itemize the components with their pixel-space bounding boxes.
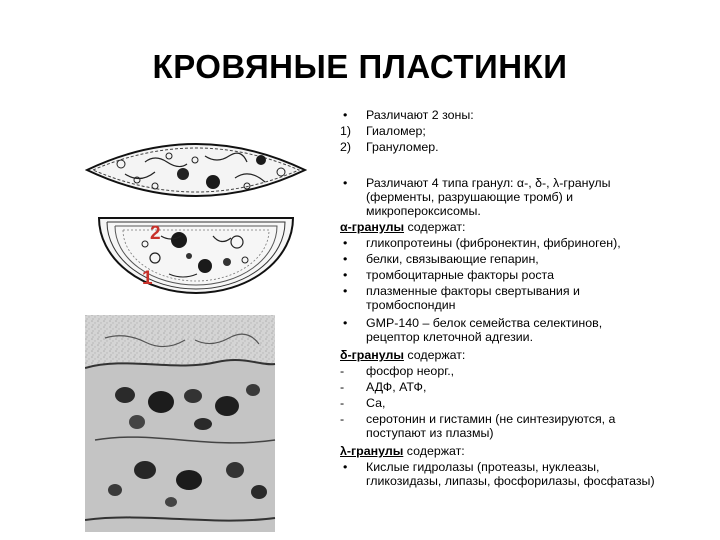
zone-label-granulomer: 2 [150,223,161,244]
delta-item-4-line-2: поступают из плазмы) [366,426,494,440]
platelet-diagram [85,140,307,532]
alpha-item-4-line-2: тромбоспондин [366,298,456,312]
granule-types-line-3: микропероксисомы. [366,204,481,218]
granule-types-line-1: Различают 4 типа гранул: α-, δ-, λ-гранулы [366,176,611,190]
platelet-cross-section [99,218,293,293]
alpha-item-3: тромбоцитарные факторы роста [366,268,554,282]
delta-item-1: фосфор неорг., [366,364,455,378]
alpha-heading-line [340,220,465,235]
lambda-heading-line [340,444,465,459]
delta-item-4-marker: - [340,412,345,426]
zone-label-hyalomer: 1 [142,268,153,289]
alpha-item-4-marker: • [343,284,348,298]
delta-heading-line [340,348,465,363]
delta-heading: δ-гранулы [340,348,404,362]
lambda-item-1-marker: • [343,460,348,474]
delta-item-4-line-1: серотонин и гистамин (не синтезируются, а [366,412,616,426]
zone-1-text: Гиаломер; [366,124,426,138]
zones-intro: Различают 2 зоны: [366,108,474,122]
platelet-illustration [85,140,307,532]
alpha-item-4-line-1: плазменные факторы свертывания и [366,284,580,298]
granule-types-line-2: (ферменты, разрушающие тромб) и [366,190,574,204]
alpha-heading: α-гранулы [340,220,405,234]
alpha-item-2: белки, связывающие гепарин, [366,252,539,266]
alpha-heading-suffix: содержат: [404,220,466,234]
zone-1-marker: 1) [340,124,352,138]
alpha-item-5-marker: • [343,316,348,330]
lambda-item-1-line-2: гликозидазы, липазы, фосфорилазы, фосфатазы) [366,474,655,488]
alpha-item-3-marker: • [343,268,348,282]
delta-item-1-marker: - [340,364,345,378]
platelet-top-view [87,144,305,196]
alpha-item-1-marker: • [343,236,348,250]
alpha-item-2-marker: • [343,252,348,266]
zone-2-marker: 2) [340,140,352,154]
delta-item-3: Са, [366,396,386,410]
slide-title: КРОВЯНЫЕ ПЛАСТИНКИ [152,48,568,85]
lambda-item-1-line-1: Кислые гидролазы (протеазы, нуклеазы, [366,460,600,474]
delta-item-3-marker: - [340,396,345,410]
alpha-item-1: гликопротеины (фибронектин, фибриноген), [366,236,621,250]
alpha-item-5-line-1: GMP-140 – белок семейства селектинов, [366,316,603,330]
delta-item-2-marker: - [340,380,345,394]
granule-types-bullet: • [343,176,348,190]
lambda-heading: λ-гранулы [340,444,404,458]
zones-bullet: • [343,108,348,122]
zone-2-text: Грануломер. [366,140,439,154]
lambda-heading-suffix: содержат: [403,444,465,458]
delta-item-2: АДФ, АТФ, [366,380,427,394]
alpha-item-5-line-2: рецептор клеточной адгезии. [366,330,534,344]
delta-heading-suffix: содержат: [403,348,466,362]
electron-micrograph [85,315,275,532]
